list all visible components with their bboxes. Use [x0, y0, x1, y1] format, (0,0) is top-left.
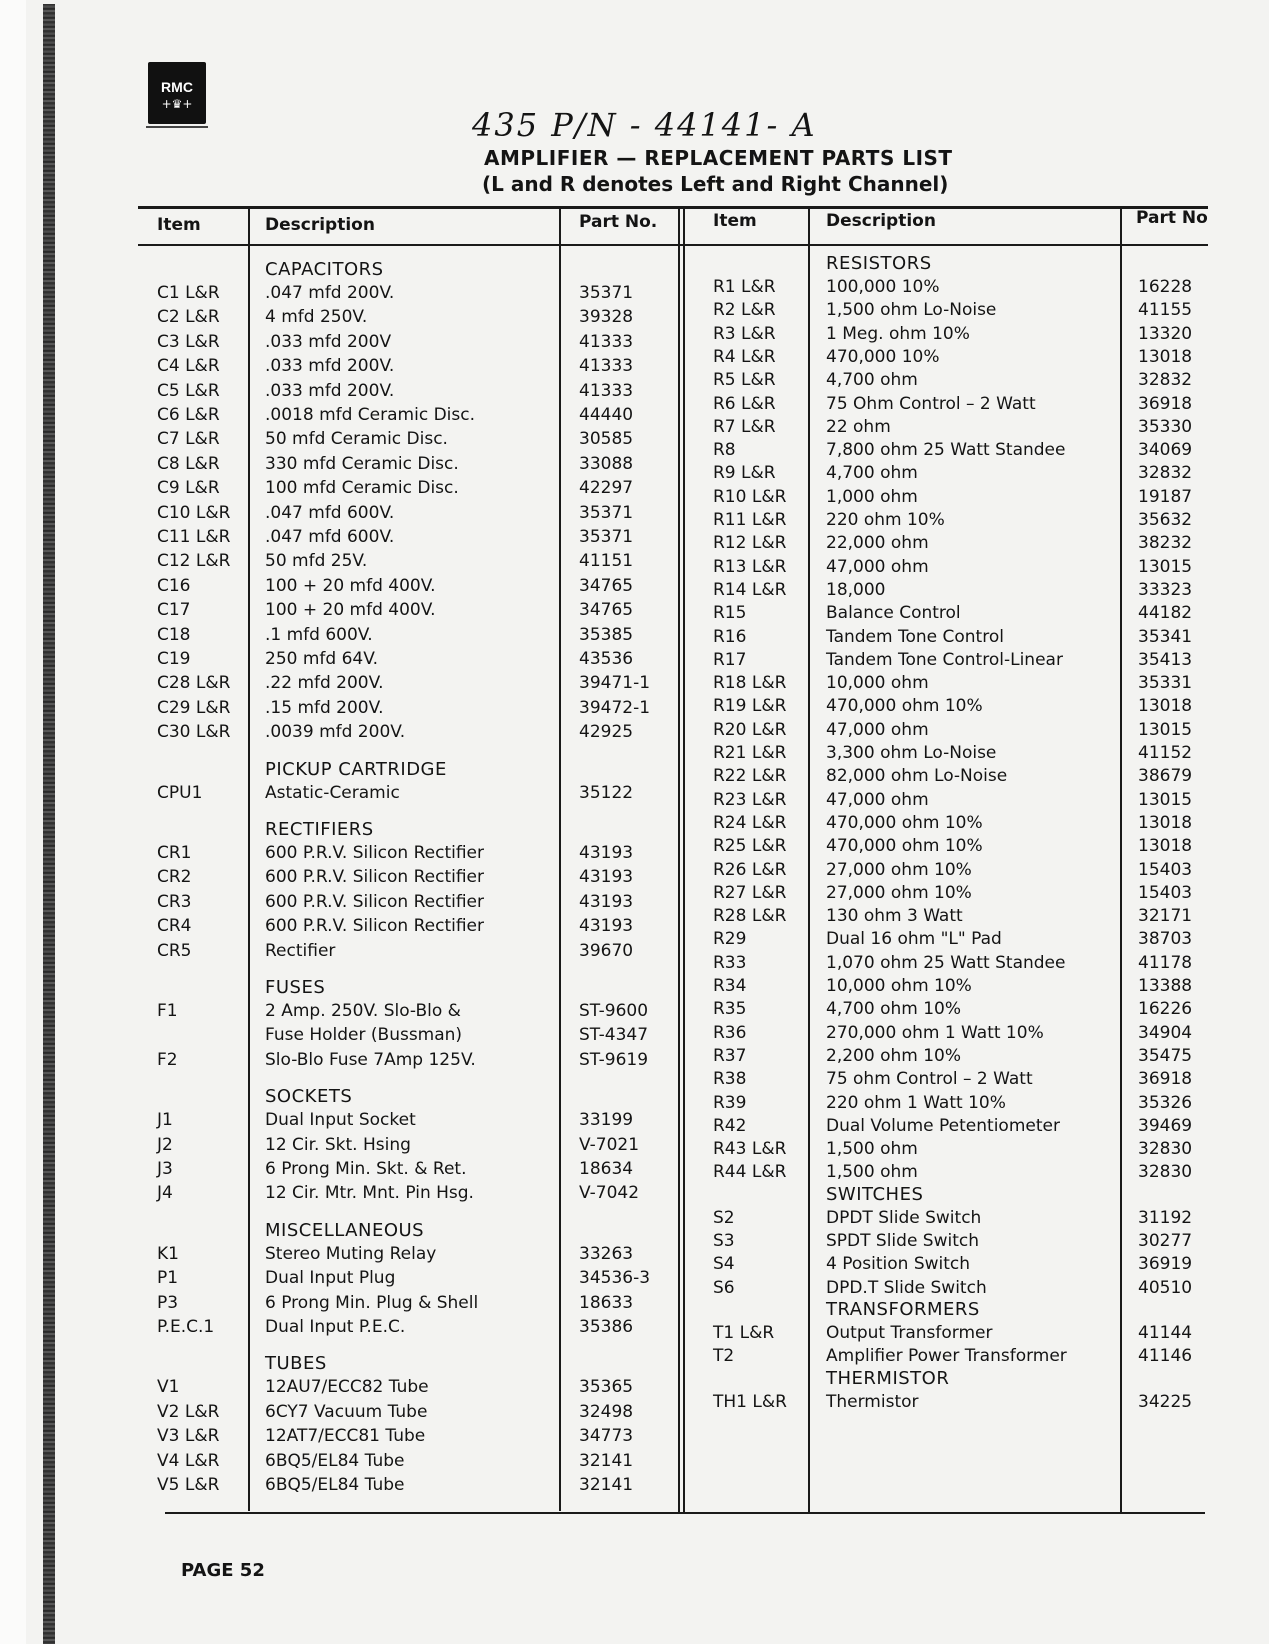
description-cell: Output Transformer: [826, 1322, 993, 1343]
description-cell: 1,500 ohm: [826, 1139, 918, 1160]
part-number-cell: 42925: [579, 722, 634, 743]
part-number-cell: 35371: [579, 502, 634, 523]
part-number-cell: 41146: [1138, 1346, 1193, 1367]
description-cell: .22 mfd 200V.: [265, 673, 384, 694]
item-cell: R36: [713, 1022, 747, 1043]
item-cell: R37: [713, 1045, 747, 1066]
description-cell: 1,500 ohm Lo-Noise: [826, 300, 997, 321]
col-divider: [559, 208, 561, 1511]
item-cell: R38: [713, 1069, 747, 1090]
column-header-description: Description: [265, 215, 375, 235]
description-cell: 470,000 10%: [826, 346, 940, 367]
part-number-cell: 39472-1: [579, 697, 651, 718]
item-cell: C29 L&R: [157, 697, 231, 718]
item-cell: K1: [157, 1243, 179, 1264]
part-number-cell: 13015: [1138, 719, 1193, 740]
part-number-cell: 13320: [1138, 323, 1193, 344]
col-divider: [1120, 206, 1122, 1512]
description-cell: 50 mfd Ceramic Disc.: [265, 429, 448, 450]
part-number-cell: 32830: [1138, 1162, 1193, 1183]
section-heading: CAPACITORS: [265, 259, 384, 280]
item-cell: R25 L&R: [713, 836, 787, 857]
item-cell: R35: [713, 999, 747, 1020]
description-cell: 12AT7/ECC81 Tube: [265, 1426, 426, 1447]
item-cell: R5 L&R: [713, 370, 776, 391]
description-cell: 220 ohm 10%: [826, 510, 945, 530]
description-cell: .0018 mfd Ceramic Disc.: [265, 405, 476, 425]
item-cell: C10 L&R: [157, 502, 231, 523]
description-cell: 27,000 ohm 10%: [826, 859, 972, 880]
description-cell: Thermistor: [826, 1391, 919, 1412]
item-cell: R13 L&R: [713, 556, 787, 577]
part-number-cell: 30585: [579, 429, 634, 450]
part-number-cell: 36918: [1138, 393, 1193, 414]
part-number-cell: V-7021: [579, 1134, 640, 1155]
column-header-description: Description: [826, 211, 936, 231]
description-cell: 4,700 ohm: [826, 370, 918, 391]
part-number-cell: 41333: [579, 331, 634, 352]
item-cell: C4 L&R: [157, 356, 220, 377]
item-cell: R42: [713, 1115, 747, 1136]
part-number-cell: 33088: [579, 453, 634, 474]
item-cell: J3: [157, 1159, 173, 1179]
item-cell: V5 L&R: [157, 1475, 220, 1495]
part-number-cell: 36919: [1138, 1254, 1193, 1275]
page-number: PAGE 52: [181, 1560, 265, 1581]
description-cell: Dual Input Plug: [265, 1268, 396, 1289]
item-cell: R28 L&R: [713, 906, 787, 927]
description-cell: Dual Volume Petentiometer: [826, 1115, 1060, 1136]
part-number-cell: 33263: [579, 1243, 634, 1264]
item-cell: T2: [713, 1346, 735, 1367]
part-number-cell: 34904: [1138, 1022, 1193, 1043]
part-number-cell: 13015: [1138, 556, 1193, 577]
part-number-cell: 39469: [1138, 1115, 1193, 1136]
table-top-rule: [138, 206, 1208, 209]
item-cell: C18: [157, 624, 191, 645]
description-cell: 220 ohm 1 Watt 10%: [826, 1092, 1006, 1113]
description-cell: 330 mfd Ceramic Disc.: [265, 453, 459, 474]
item-cell: R18 L&R: [713, 673, 787, 694]
description-cell: 6BQ5/EL84 Tube: [265, 1475, 405, 1495]
section-heading: RESISTORS: [826, 253, 932, 274]
description-cell: .047 mfd 200V.: [265, 283, 395, 303]
part-number-cell: 43536: [579, 649, 634, 669]
description-cell: 600 P.R.V. Silicon Rectifier: [265, 867, 484, 888]
parts-table: [143, 208, 1269, 1525]
item-cell: J4: [157, 1183, 173, 1204]
part-number-cell: 35326: [1138, 1092, 1193, 1113]
description-cell: Tandem Tone Control: [826, 626, 1004, 647]
item-cell: R24 L&R: [713, 812, 787, 833]
section-heading: TUBES: [265, 1353, 327, 1375]
item-cell: P.E.C.1: [157, 1317, 215, 1337]
logo-text: RMC: [161, 78, 193, 95]
item-cell: R39: [713, 1092, 747, 1113]
description-cell: 47,000 ohm: [826, 556, 929, 577]
part-number-cell: 18633: [579, 1292, 634, 1313]
part-number-cell: 13018: [1138, 836, 1193, 857]
description-cell: Rectifier: [265, 940, 336, 961]
section-heading: TRANSFORMERS: [826, 1298, 980, 1320]
center-double-rule: [683, 206, 685, 1512]
crown-icon: +♛+: [161, 96, 193, 111]
description-cell: 10,000 ohm: [826, 673, 929, 694]
section-heading: THERMISTOR: [826, 1367, 950, 1389]
item-cell: R16: [713, 626, 747, 647]
description-cell: 1,000 ohm: [826, 486, 918, 507]
item-cell: R1 L&R: [713, 277, 776, 297]
description-cell: 130 ohm 3 Watt: [826, 906, 963, 927]
part-number-cell: 13018: [1138, 812, 1193, 833]
description-cell: 1,070 ohm 25 Watt Standee: [826, 952, 1066, 973]
part-number-cell: 35385: [579, 624, 634, 645]
col-divider: [248, 208, 250, 1511]
part-number-cell: 35330: [1138, 416, 1193, 437]
description-cell: Dual Input Socket: [265, 1110, 416, 1131]
description-cell: Dual 16 ohm "L" Pad: [826, 929, 1002, 950]
part-number-cell: 32832: [1138, 463, 1193, 484]
document-title: AMPLIFIER — REPLACEMENT PARTS LIST: [484, 146, 953, 170]
section-heading: FUSES: [265, 977, 326, 998]
item-cell: R27 L&R: [713, 882, 787, 903]
item-cell: V1: [157, 1377, 180, 1398]
item-cell: R23 L&R: [713, 789, 787, 810]
description-cell: 470,000 ohm 10%: [826, 696, 983, 717]
item-cell: S6: [713, 1277, 735, 1298]
description-cell: 47,000 ohm: [826, 719, 929, 740]
item-cell: S3: [713, 1231, 735, 1251]
part-number-cell: 13015: [1138, 789, 1193, 810]
item-cell: J1: [157, 1110, 173, 1131]
description-cell: 3,300 ohm Lo-Noise: [826, 743, 997, 763]
item-cell: R11 L&R: [713, 510, 787, 530]
description-cell: .0039 mfd 200V.: [265, 722, 406, 743]
description-cell: 250 mfd 64V.: [265, 649, 379, 669]
part-number-cell: 41333: [579, 356, 634, 377]
part-number-cell: 38679: [1138, 766, 1193, 787]
description-cell: 22,000 ohm: [826, 533, 929, 554]
part-number-cell: 42297: [579, 478, 634, 499]
description-cell: 10,000 ohm 10%: [826, 976, 972, 996]
section-heading: RECTIFIERS: [265, 819, 374, 840]
item-cell: R34: [713, 976, 747, 996]
item-cell: R8: [713, 440, 736, 461]
item-cell: S2: [713, 1207, 735, 1228]
section-heading: MISCELLANEOUS: [265, 1219, 425, 1241]
item-cell: R17: [713, 649, 747, 670]
part-number-cell: 40510: [1138, 1277, 1193, 1298]
part-number-cell: 15403: [1138, 859, 1193, 880]
part-number-cell: 32141: [579, 1450, 634, 1471]
item-cell: C17: [157, 600, 191, 621]
part-number-cell: 35331: [1138, 673, 1193, 694]
center-double-rule: [678, 206, 680, 1512]
description-cell: .033 mfd 200V.: [265, 356, 395, 377]
description-cell: Slo-Blo Fuse 7Amp 125V.: [265, 1049, 476, 1070]
description-cell: 100 mfd Ceramic Disc.: [265, 478, 459, 499]
item-cell: V4 L&R: [157, 1450, 220, 1471]
item-cell: V3 L&R: [157, 1426, 220, 1447]
item-cell: CR4: [157, 916, 192, 937]
description-cell: 100 + 20 mfd 400V.: [265, 600, 436, 621]
part-number-cell: 41333: [579, 380, 634, 401]
item-cell: F1: [157, 1001, 178, 1021]
description-cell: Fuse Holder (Bussman): [265, 1025, 463, 1046]
item-cell: C6 L&R: [157, 405, 220, 425]
part-number-cell: 18634: [579, 1159, 634, 1179]
part-number-cell: 13018: [1138, 696, 1193, 717]
item-cell: CR5: [157, 940, 192, 961]
description-cell: 18,000: [826, 579, 886, 600]
column-header-part-no: Part No.: [579, 212, 658, 232]
scan-margin: [0, 0, 26, 1644]
part-number-cell: 43193: [579, 843, 634, 863]
item-cell: S4: [713, 1254, 735, 1275]
part-number-cell: 32832: [1138, 370, 1193, 391]
item-cell: C8 L&R: [157, 453, 220, 474]
description-cell: 2,200 ohm 10%: [826, 1045, 961, 1066]
description-cell: .047 mfd 600V.: [265, 527, 395, 547]
item-cell: R6 L&R: [713, 393, 776, 414]
item-cell: CR1: [157, 843, 192, 863]
part-number-cell: 35413: [1138, 649, 1193, 670]
description-cell: 12AU7/ECC82 Tube: [265, 1377, 429, 1398]
col-divider: [808, 206, 810, 1512]
item-cell: C2 L&R: [157, 307, 220, 328]
description-cell: 4,700 ohm: [826, 463, 918, 484]
part-number-cell: 43193: [579, 867, 634, 888]
handwritten-part-number: 435 P/N - 44141- A: [472, 106, 817, 144]
column-header-item: Item: [157, 215, 201, 235]
part-number-cell: 32830: [1138, 1139, 1193, 1160]
part-number-cell: 39670: [579, 940, 634, 961]
part-number-cell: 16226: [1138, 999, 1193, 1020]
description-cell: 6 Prong Min. Plug & Shell: [265, 1292, 479, 1313]
item-cell: R14 L&R: [713, 579, 787, 600]
description-cell: 27,000 ohm 10%: [826, 882, 972, 903]
column-header-item: Item: [713, 211, 757, 231]
description-cell: 470,000 ohm 10%: [826, 836, 983, 857]
item-cell: R21 L&R: [713, 743, 787, 763]
description-cell: Dual Input P.E.C.: [265, 1317, 406, 1337]
part-number-cell: 38703: [1138, 929, 1193, 950]
part-number-cell: 16228: [1138, 277, 1193, 297]
description-cell: 600 P.R.V. Silicon Rectifier: [265, 916, 484, 937]
item-cell: C12 L&R: [157, 551, 231, 572]
description-cell: 600 P.R.V. Silicon Rectifier: [265, 843, 484, 863]
part-number-cell: 44182: [1138, 603, 1193, 624]
description-cell: 600 P.R.V. Silicon Rectifier: [265, 891, 484, 912]
part-number-cell: 41155: [1138, 300, 1193, 321]
part-number-cell: 43193: [579, 916, 634, 937]
part-number-cell: 15403: [1138, 882, 1193, 903]
item-cell: R10 L&R: [713, 486, 787, 507]
part-number-cell: 34225: [1138, 1391, 1193, 1412]
description-cell: 6BQ5/EL84 Tube: [265, 1450, 405, 1471]
item-cell: C19: [157, 649, 191, 669]
item-cell: C5 L&R: [157, 380, 220, 401]
part-number-cell: 33323: [1138, 579, 1193, 600]
part-number-cell: 34536-3: [579, 1268, 651, 1289]
item-cell: J2: [157, 1134, 173, 1155]
description-cell: Stereo Muting Relay: [265, 1243, 437, 1264]
section-heading: SOCKETS: [265, 1086, 353, 1108]
description-cell: 12 Cir. Mtr. Mnt. Pin Hsg.: [265, 1183, 474, 1204]
part-number-cell: 34773: [579, 1426, 634, 1447]
description-cell: 2 Amp. 250V. Slo-Blo &: [265, 1001, 461, 1021]
description-cell: Astatic-Ceramic: [265, 782, 400, 803]
description-cell: SPDT Slide Switch: [826, 1231, 980, 1251]
section-heading: SWITCHES: [826, 1183, 924, 1205]
part-number-cell: 13388: [1138, 976, 1193, 996]
item-cell: CR3: [157, 891, 192, 912]
item-cell: R9 L&R: [713, 463, 776, 484]
item-cell: C9 L&R: [157, 478, 220, 499]
part-number-cell: 43193: [579, 891, 634, 912]
description-cell: 6 Prong Min. Skt. & Ret.: [265, 1159, 467, 1179]
item-cell: CR2: [157, 867, 192, 888]
item-cell: R29: [713, 929, 747, 950]
item-cell: R19 L&R: [713, 696, 787, 717]
part-number-cell: 41178: [1138, 952, 1193, 973]
part-number-cell: 13018: [1138, 346, 1193, 367]
column-header-part-no: Part No: [1136, 208, 1208, 228]
part-number-cell: 35365: [579, 1377, 634, 1398]
table-bottom-rule: [165, 1512, 1205, 1514]
part-number-cell: ST-4347: [579, 1025, 649, 1046]
description-cell: 82,000 ohm Lo-Noise: [826, 766, 1008, 787]
item-cell: P3: [157, 1292, 179, 1313]
part-number-cell: 33199: [579, 1110, 634, 1131]
item-cell: C30 L&R: [157, 722, 231, 743]
description-cell: 100 + 20 mfd 400V.: [265, 575, 436, 596]
description-cell: Balance Control: [826, 603, 961, 624]
item-cell: R44 L&R: [713, 1162, 787, 1183]
document-subtitle: (L and R denotes Left and Right Channel): [482, 172, 949, 196]
part-number-cell: V-7042: [579, 1183, 640, 1204]
part-number-cell: 34765: [579, 600, 634, 621]
part-number-cell: ST-9619: [579, 1049, 649, 1070]
item-cell: F2: [157, 1049, 178, 1070]
description-cell: .033 mfd 200V.: [265, 380, 395, 401]
part-number-cell: 31192: [1138, 1207, 1193, 1228]
part-number-cell: 34765: [579, 575, 634, 596]
description-cell: 1 Meg. ohm 10%: [826, 323, 970, 344]
item-cell: C7 L&R: [157, 429, 220, 450]
part-number-cell: 41151: [579, 551, 634, 572]
description-cell: 75 ohm Control – 2 Watt: [826, 1069, 1033, 1090]
item-cell: C11 L&R: [157, 527, 231, 547]
table-header-rule: [138, 244, 1208, 246]
part-number-cell: 41144: [1138, 1322, 1193, 1343]
part-number-cell: 41152: [1138, 743, 1193, 763]
part-number-cell: 35371: [579, 283, 634, 303]
section-heading: PICKUP CARTRIDGE: [265, 758, 447, 780]
item-cell: R4 L&R: [713, 346, 776, 367]
description-cell: 100,000 10%: [826, 277, 940, 297]
description-cell: .047 mfd 600V.: [265, 502, 395, 523]
item-cell: C1 L&R: [157, 283, 220, 303]
item-cell: R43 L&R: [713, 1139, 787, 1160]
description-cell: 4 Position Switch: [826, 1254, 971, 1275]
description-cell: 75 Ohm Control – 2 Watt: [826, 393, 1036, 414]
part-number-cell: ST-9600: [579, 1001, 649, 1021]
item-cell: R20 L&R: [713, 719, 787, 740]
part-number-cell: 39471-1: [579, 673, 651, 694]
part-number-cell: 35341: [1138, 626, 1193, 647]
item-cell: R22 L&R: [713, 766, 787, 787]
description-cell: 4,700 ohm 10%: [826, 999, 961, 1020]
description-cell: Amplifier Power Transformer: [826, 1346, 1067, 1367]
item-cell: R33: [713, 952, 747, 973]
item-cell: R12 L&R: [713, 533, 787, 554]
description-cell: 7,800 ohm 25 Watt Standee: [826, 440, 1066, 461]
description-cell: 470,000 ohm 10%: [826, 812, 983, 833]
part-number-cell: 32498: [579, 1401, 634, 1422]
part-number-cell: 38232: [1138, 533, 1193, 554]
description-cell: 22 ohm: [826, 416, 891, 437]
part-number-cell: 32141: [579, 1475, 634, 1495]
part-number-cell: 34069: [1138, 440, 1193, 461]
part-number-cell: 39328: [579, 307, 634, 328]
item-cell: P1: [157, 1268, 179, 1289]
part-number-cell: 36918: [1138, 1069, 1193, 1090]
item-cell: R7 L&R: [713, 416, 776, 437]
part-number-cell: 35475: [1138, 1045, 1193, 1066]
part-number-cell: 35632: [1138, 510, 1193, 530]
part-number-cell: 35386: [579, 1317, 634, 1337]
item-cell: TH1 L&R: [713, 1391, 787, 1412]
description-cell: 1,500 ohm: [826, 1162, 918, 1183]
item-cell: R26 L&R: [713, 859, 787, 880]
item-cell: R15: [713, 603, 747, 624]
description-cell: 6CY7 Vacuum Tube: [265, 1401, 428, 1422]
item-cell: C16: [157, 575, 191, 596]
description-cell: Tandem Tone Control-Linear: [826, 649, 1063, 670]
description-cell: 4 mfd 250V.: [265, 307, 368, 328]
description-cell: DPDT Slide Switch: [826, 1207, 982, 1228]
description-cell: .15 mfd 200V.: [265, 697, 384, 718]
description-cell: .033 mfd 200V: [265, 331, 392, 352]
item-cell: V2 L&R: [157, 1401, 220, 1422]
description-cell: .1 mfd 600V.: [265, 624, 373, 645]
description-cell: DPD.T Slide Switch: [826, 1277, 987, 1298]
part-number-cell: 35371: [579, 527, 634, 547]
description-cell: 270,000 ohm 1 Watt 10%: [826, 1022, 1044, 1043]
part-number-cell: 35122: [579, 782, 634, 803]
description-cell: 12 Cir. Skt. Hsing: [265, 1134, 411, 1155]
part-number-cell: 44440: [579, 405, 634, 425]
item-cell: C28 L&R: [157, 673, 231, 694]
item-cell: R2 L&R: [713, 300, 776, 321]
part-number-cell: 32171: [1138, 906, 1193, 927]
part-number-cell: 30277: [1138, 1231, 1193, 1251]
item-cell: T1 L&R: [713, 1322, 775, 1343]
part-number-cell: 19187: [1138, 486, 1193, 507]
description-cell: 47,000 ohm: [826, 789, 929, 810]
item-cell: CPU1: [157, 782, 203, 803]
description-cell: 50 mfd 25V.: [265, 551, 368, 572]
item-cell: R3 L&R: [713, 323, 776, 344]
rmc-logo: [148, 62, 206, 124]
item-cell: C3 L&R: [157, 331, 220, 352]
binding-edge: [43, 4, 55, 1644]
